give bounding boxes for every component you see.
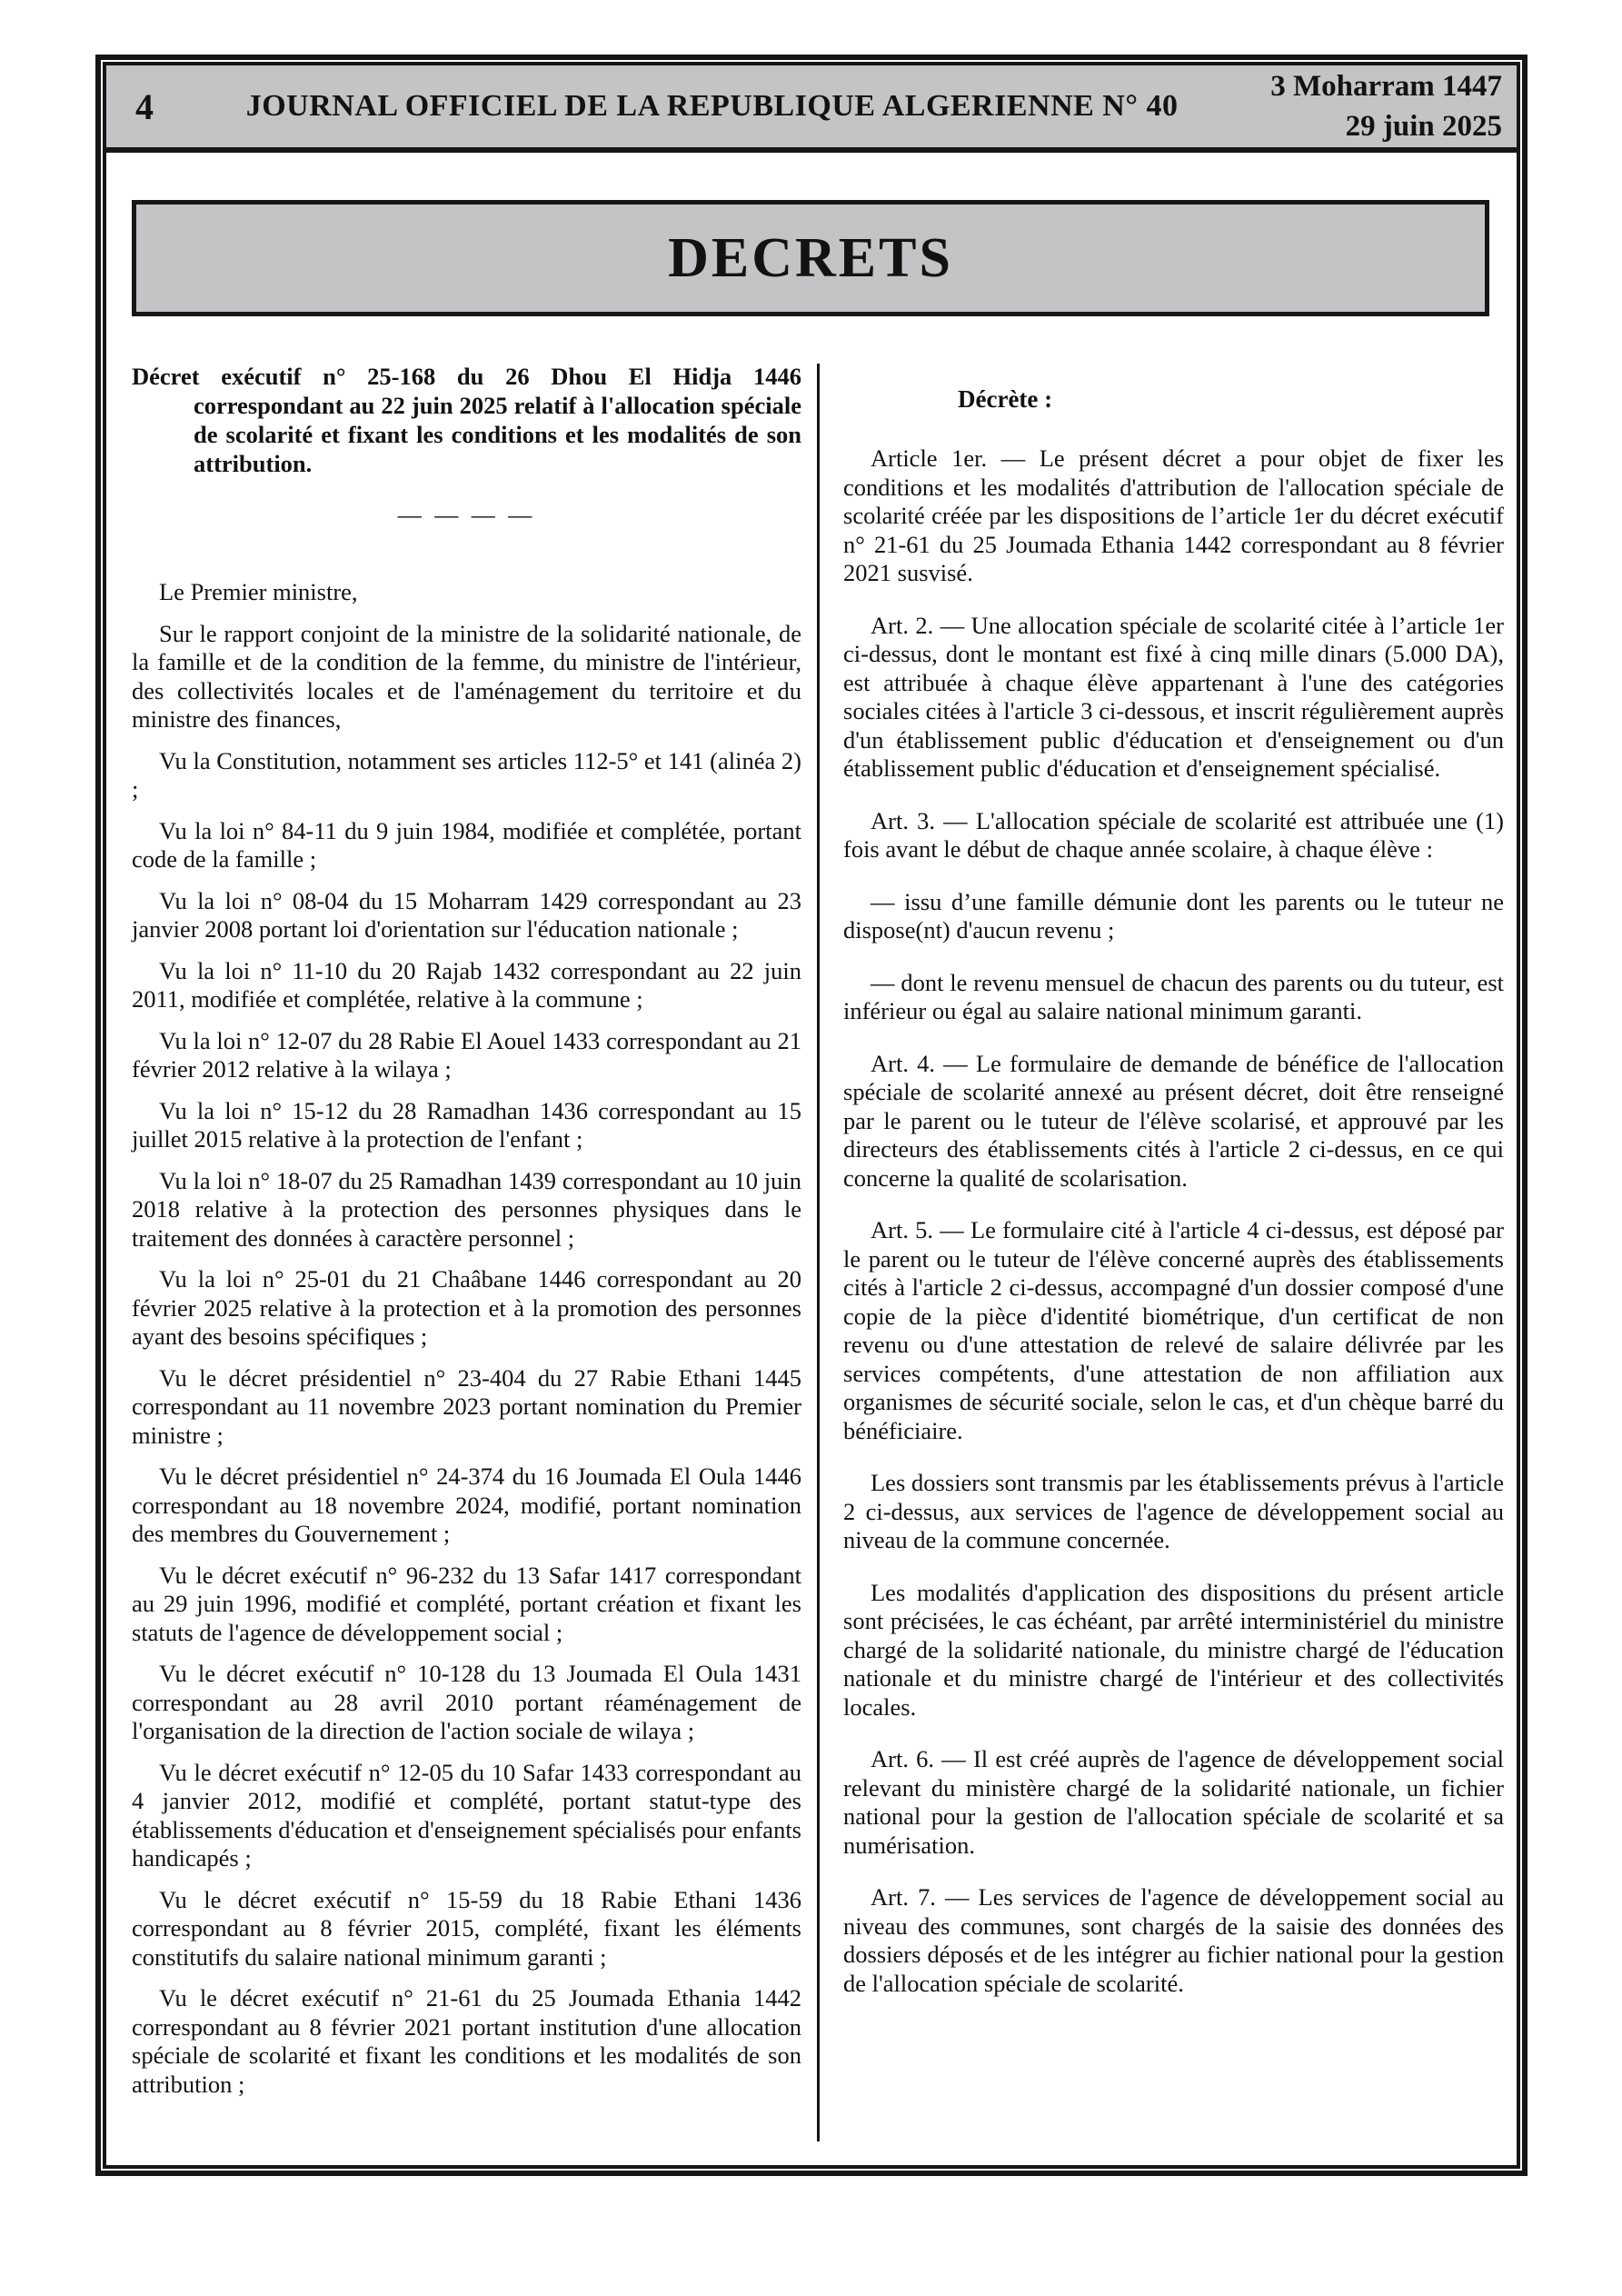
- paragraph: — issu d’une famille démunie dont les parents ou le tuteur ne dispose(nt) d'aucun revenu ;: [843, 887, 1504, 943]
- paragraph: Art. 6. — Il est créé auprès de l'agence de développement social relevant du ministère chargé de la solidarité nationale, un fichier national pour la gestion de l'allocation spéciale de scolarité et sa numérisation.: [843, 1745, 1504, 1859]
- dash-separator: — — — —: [397, 502, 536, 528]
- right-paragraphs: [843, 444, 1504, 1998]
- paragraph: Art. 4. — Le formulaire de demande de bénéfice de l'allocation spéciale de scolarité annexé au présent décret, doit être renseigné par le parent ou le tuteur de l'élève scolarisé, et approuvé par les directeurs des établissements cités à l'article 2 ci-dessus, en ce qui concerne la qualité de scolarisation.: [843, 1049, 1504, 1192]
- journal-title: JOURNAL OFFICIEL DE LA REPUBLIQUE ALGERIENNE N° 40: [245, 89, 1179, 123]
- paragraph: Vu la loi n° 11-10 du 20 Rajab 1432 correspondant au 22 juin 2011, modifiée et complétée, relative à la commune ;: [132, 956, 801, 1013]
- paragraph: Vu la loi n° 18-07 du 25 Ramadhan 1439 correspondant au 10 juin 2018 relative à la protection des personnes physiques dans le traitement des données à caractère personnel ;: [132, 1166, 801, 1252]
- decree-label: Décrète :: [958, 385, 1053, 413]
- paragraph: Art. 5. — Le formulaire cité à l'article 4 ci-dessus, est déposé par le parent ou le tuteur de l'élève concerné auprès des établissements cités à l'article 2 ci-dessus, accompagné d'un dossier composé d'une copie de la pièce d'identité biométrique, d'un certificat de non revenu ou d'une attestation de relevé de salaire délivrée par les services compétents, d'une attestation de non affiliation aux organismes de sécurité sociale, selon le cas, et d'un chèque barré du bénéficiaire.: [843, 1216, 1504, 1444]
- paragraph: Vu le décret présidentiel n° 24-374 du 16 Joumada El Oula 1446 correspondant au 18 novembre 2024, modifié, portant nomination des membres du Gouvernement ;: [132, 1462, 801, 1547]
- page-number: 4: [135, 85, 154, 127]
- inner-frame: [103, 62, 1520, 2169]
- left-column: [132, 362, 801, 2111]
- page-frame: [95, 55, 1527, 2176]
- paragraph: Art. 2. — Une allocation spéciale de scolarité citée à l’article 1er ci-dessus, dont le montant est fixé à cinq mille dinars (5.000 DA), est attribuée à chaque élève appartenant à l'une des catégories sociales citées à l'article 3 ci-dessous, et inscrit régulièrement auprès d'un établissement public d'éducation et d'enseignement ou d'un établissement public d'éducation et d'enseignement spécialisé.: [843, 611, 1504, 782]
- paragraph: Vu la loi n° 25-01 du 21 Chaâbane 1446 correspondant au 20 février 2025 relative à la protection et à la promotion des personnes ayant des besoins spécifiques ;: [132, 1265, 801, 1350]
- banner-title: DECRETS: [668, 226, 953, 289]
- paragraph: Article 1er. — Le présent décret a pour objet de fixer les conditions et les modalités d'attribution de l'allocation spéciale de scolarité créée par les dispositions de l’article 1er du décret exécutif n° 21-61 du 25 Joumada Ethania 1442 correspondant au 8 février 2021 susvisé.: [843, 444, 1504, 586]
- paragraph: Art. 3. — L'allocation spéciale de scolarité est attribuée une (1) fois avant le début de chaque année scolaire, à chaque élève :: [843, 806, 1504, 863]
- paragraph: — dont le revenu mensuel de chacun des parents ou du tuteur, est inférieur ou égal au salaire national minimum garanti.: [843, 968, 1504, 1024]
- paragraph: Vu le décret exécutif n° 10-128 du 13 Joumada El Oula 1431 correspondant au 28 avril 2010 portant réaménagement de l'organisation de la direction de l'action sociale de wilaya ;: [132, 1660, 801, 1744]
- header-band: [106, 65, 1517, 153]
- date-gregorian: 29 juin 2025: [1345, 110, 1502, 143]
- paragraph: Art. 7. — Les services de l'agence de développement social au niveau des communes, sont chargés de la saisie des données des dossiers déposés et de les intégrer au fichier national pour la gestion de l'allocation spéciale de scolarité.: [843, 1883, 1504, 1997]
- date-hijri: 3 Moharram 1447: [1270, 70, 1502, 103]
- decrets-banner: [132, 200, 1489, 316]
- paragraph: Vu la loi n° 15-12 du 28 Ramadhan 1436 correspondant au 15 juillet 2015 relative à la protection de l'enfant ;: [132, 1096, 801, 1153]
- right-column: [801, 362, 1504, 2021]
- paragraph: Vu le décret exécutif n° 15-59 du 18 Rabie Ethani 1436 correspondant au 8 février 2015, complété, fixant les éléments constitutifs du salaire national minimum garanti ;: [132, 1885, 801, 1971]
- left-paragraphs: [132, 578, 801, 2099]
- paragraph: Le Premier ministre,: [159, 578, 358, 605]
- decree-title: Décret exécutif n° 25-168 du 26 Dhou El Hidja 1446 correspondant au 22 juin 2025 relatif à l'allocation spéciale de scolarité et fixant les conditions et les modalités de son attribution.: [132, 363, 801, 477]
- paragraph: Vu le décret exécutif n° 96-232 du 13 Safar 1417 correspondant au 29 juin 1996, modifié et complété, portant création et fixant les statuts de l'agence de développement social ;: [132, 1561, 801, 1646]
- paragraph: Vu la Constitution, notamment ses articles 112-5° et 141 (alinéa 2) ;: [132, 746, 801, 803]
- paragraph: Vu le décret présidentiel n° 23-404 du 27 Rabie Ethani 1445 correspondant au 11 novembre 2023 portant nomination du Premier ministre ;: [132, 1363, 801, 1449]
- column-divider: [817, 364, 820, 2141]
- content-columns: [106, 362, 1517, 2165]
- paragraph: Vu le décret exécutif n° 12-05 du 10 Safar 1433 correspondant au 4 janvier 2012, modifié et complété, portant statut-type des établissements d'éducation et d'enseignement spécialisés pour enfants handicapés ;: [132, 1758, 801, 1872]
- paragraph: Vu le décret exécutif n° 21-61 du 25 Joumada Ethania 1442 correspondant au 8 février 2021 portant institution d'une allocation spéciale de scolarité et fixant les conditions et les modalités de son attribution ;: [132, 1984, 801, 2098]
- paragraph: Les modalités d'application des dispositions du présent article sont précisées, le cas échéant, par arrêté interministériel du ministre chargé de la solidarité nationale, du ministre chargé de l'éducation nationale et du ministre chargé de l'intérieur et des collectivités locales.: [843, 1578, 1504, 1721]
- paragraph: Les dossiers sont transmis par les établissements prévus à l'article 2 ci-dessus, aux services de l'agence de développement social au niveau de la commune concernée.: [843, 1469, 1504, 1553]
- paragraph: Vu la loi n° 08-04 du 15 Moharram 1429 correspondant au 23 janvier 2008 portant loi d'orientation sur l'éducation nationale ;: [132, 886, 801, 943]
- paragraph: Vu la loi n° 84-11 du 9 juin 1984, modifiée et complétée, portant code de la famille ;: [132, 816, 801, 873]
- paragraph: Sur le rapport conjoint de la ministre de la solidarité nationale, de la famille et de la condition de la femme, du ministre de l'intérieur, des collectivités locales et de l'aménagement du territoire et du ministre des finances,: [132, 619, 801, 733]
- issue-dates: [1270, 66, 1502, 146]
- paragraph: Vu la loi n° 12-07 du 28 Rabie El Aouel 1433 correspondant au 21 février 2012 relative à la wilaya ;: [132, 1026, 801, 1083]
